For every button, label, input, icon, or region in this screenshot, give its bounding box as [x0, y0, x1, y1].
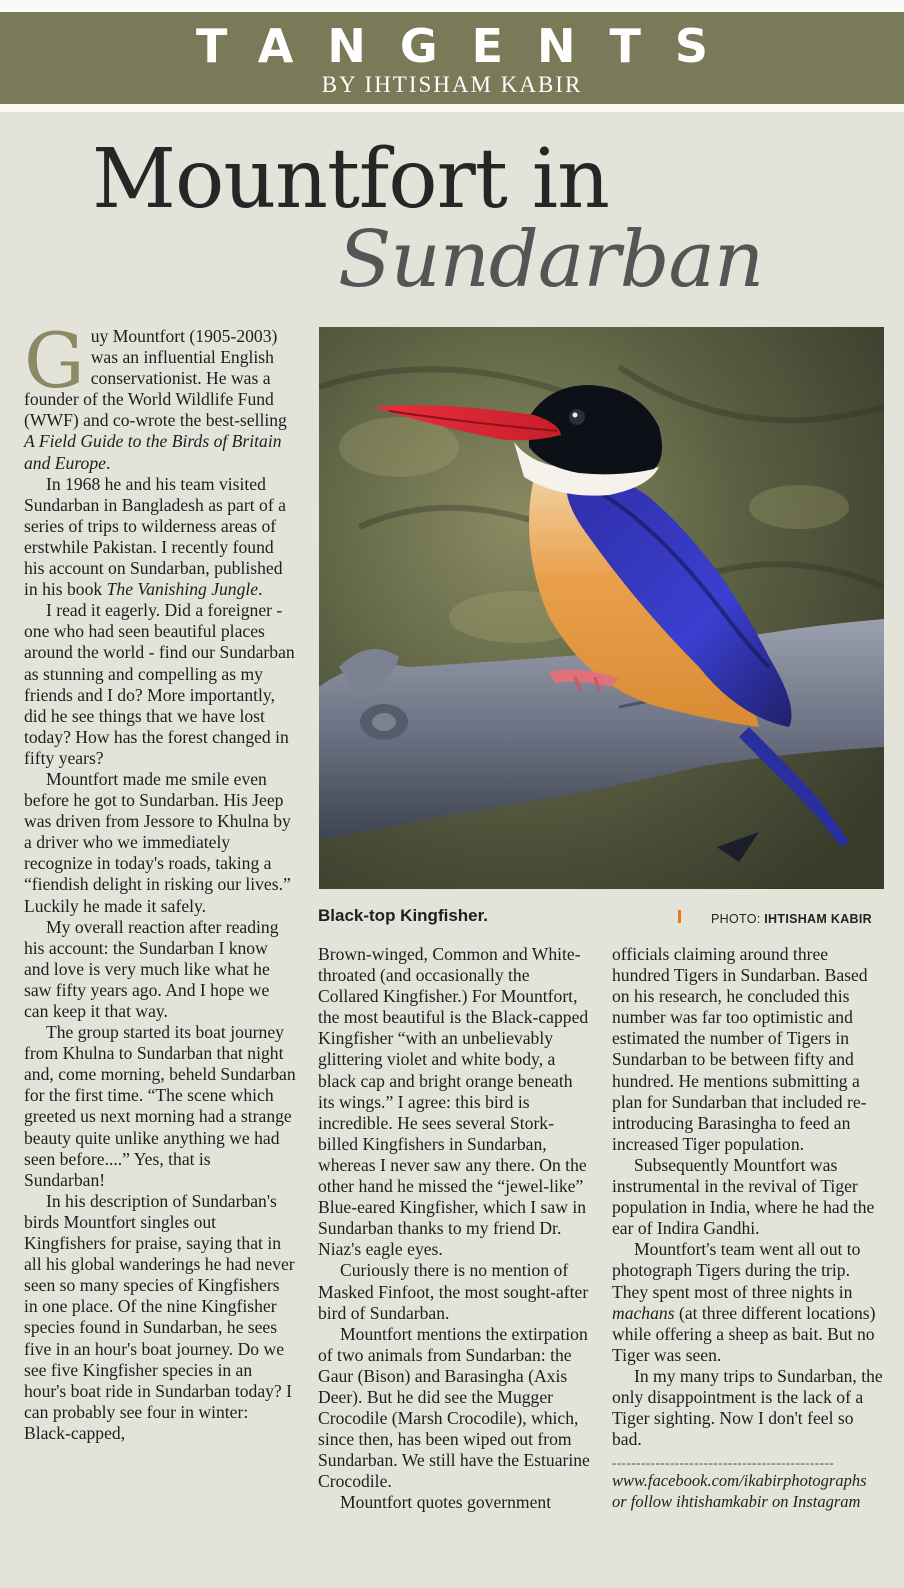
column-banner [0, 12, 904, 104]
column-byline: BY IHTISHAM KABIR [321, 72, 583, 97]
headline-line-1: Mountfort in [92, 132, 609, 227]
photo-caption: Black-top Kingfisher. [318, 906, 489, 925]
article-paragraph-13: In my many trips to Sundarban, the only disappointment is the lack of a Tiger sighting. Now I don't feel so bad. [612, 1365, 883, 1450]
page-top-edge [0, 0, 904, 12]
drop-cap: G [24, 316, 85, 405]
article-paragraph-11: Subsequently Mountfort was instrumental in the revival of Tiger population in India, where he had the ear of Indira Gandhi. [612, 1154, 875, 1239]
book-title-vanishing-jungle: The Vanishing Jungle [106, 579, 259, 600]
article-paragraph-7-continued: Brown-winged, Common and White-throated (and occasionally the Collared Kingfisher.) For Mountfort, the most beautiful is the Black-capped Kingfisher “with an unbelievably glittering violet and white body, a black cap and bright orange beneath its wings.” I agree: this bird is incredible. He sees several Stork-billed Kingfishers in Sundarban, whereas I never saw any there. On the other hand he missed the “jewel-like” Blue-eared Kingfisher, which I saw in Sundarban thanks to my friend Dr. Niaz's eagle eyes. [318, 944, 589, 1260]
headline-line-2: Sundarban [338, 215, 764, 305]
article-column-1 [24, 316, 296, 1444]
article-paragraph-3: I read it eagerly. Did a foreigner - one who had seen beautiful places around the world - find our Sundarban as stunning and compelling as my friends and I do? More importantly, did he see things that we have lost today? How has the forest changed in fifty years? [24, 600, 295, 768]
article-column-3 [612, 944, 884, 1512]
article-paragraph-7: In his description of Sundarban's birds Mountfort singles out Kingfishers for praise, saying that in all his global wanderings he had never seen so many species of Kingfishers in one place. Of the nine Kingfisher species found in Sundarban, he sees five in an hour's boat journey. Do we see five Kingfisher species in an hour's boat ride in Sundarban today? I can probably see four in winter: Black-capped, [24, 1190, 295, 1443]
photo-credit-label: PHOTO: [711, 912, 761, 926]
article-column-2 [318, 944, 590, 1514]
footer-separator: ---------------------------------------------- [612, 1456, 835, 1471]
article-paragraph-5: My overall reaction after reading his account: the Sundarban I know and love is very much like what he saw fifty years ago. And I hope we can keep it that way. [24, 916, 279, 1021]
book-title-field-guide: A Field Guide to the Birds of Britain and Europe [24, 431, 282, 473]
article-paragraph-8: Curiously there is no mention of Masked Finfoot, the most sought-after bird of Sundarban. [318, 1260, 589, 1323]
article-paragraph-4: Mountfort made me smile even before he got to Sundarban. His Jeep was driven from Jessore to Khulna by a driver who we immediately recognize in today's roads, taking a “fiendish delight in risking our lives.” Luckily he made it safely. [24, 768, 291, 916]
article-paragraph-6: The group started its boat journey from Khulna to Sundarban that night and, come morning, beheld Sundarban for the first time. “The scene which greeted us next morning had a strange beauty quite unlike anything we had seen before....” Yes, that is Sundarban! [24, 1022, 296, 1190]
kingfisher-photo [319, 327, 884, 889]
article-paragraph-10-continued: officials claiming around three hundred Tigers in Sundarban. Based on his research, he concluded this number was far too optimistic and estimated the number of Tigers in Sundarban to be between fifty and hundred. He mentions submitting a plan for Sundarban that included re-introducing Barasingha to feed an increased Tiger population. [612, 944, 868, 1154]
machans-term: machans [612, 1302, 675, 1323]
banner-divider [0, 104, 904, 112]
article-paragraph-1: Guy Mountfort (1905-2003) was an influential English conservationist. He was a founder of the World Wildlife Fund (WWF) and co-wrote the best-selling A Field Guide to the Birds of Britain and Europe. [24, 316, 287, 473]
caption-accent-bar [678, 910, 681, 923]
column-title: TANGENTS [195, 19, 743, 73]
article-paragraph-12: Mountfort's team went all out to photograph Tigers during the trip. They spent most of three nights in machans (at three different locations) while offering a sheep as bait. But no Tiger was seen. [612, 1239, 876, 1365]
social-links: www.facebook.com/ikabirphotographs or follow ihtishamkabir on Instagram [612, 1471, 867, 1512]
article-paragraph-9: Mountfort mentions the extirpation of two animals from Sundarban: the Gaur (Bison) and Barasingha (Axis Deer). But he did see the Mugger Crocodile (Marsh Crocodile), which, since then, has been wiped out from Sundarban. We still have the Estuarine Crocodile. [318, 1323, 590, 1492]
photo-credit [711, 911, 872, 927]
photo-credit-name: IHTISHAM KABIR [764, 912, 872, 926]
article-paragraph-10: Mountfort quotes government [340, 1492, 552, 1513]
article-paragraph-2: In 1968 he and his team visited Sundarban in Bangladesh as part of a series of trips to wilderness areas of erstwhile Pakistan. I recently found his account on Sundarban, published in his book The Vanishing Jungle. [24, 473, 286, 600]
